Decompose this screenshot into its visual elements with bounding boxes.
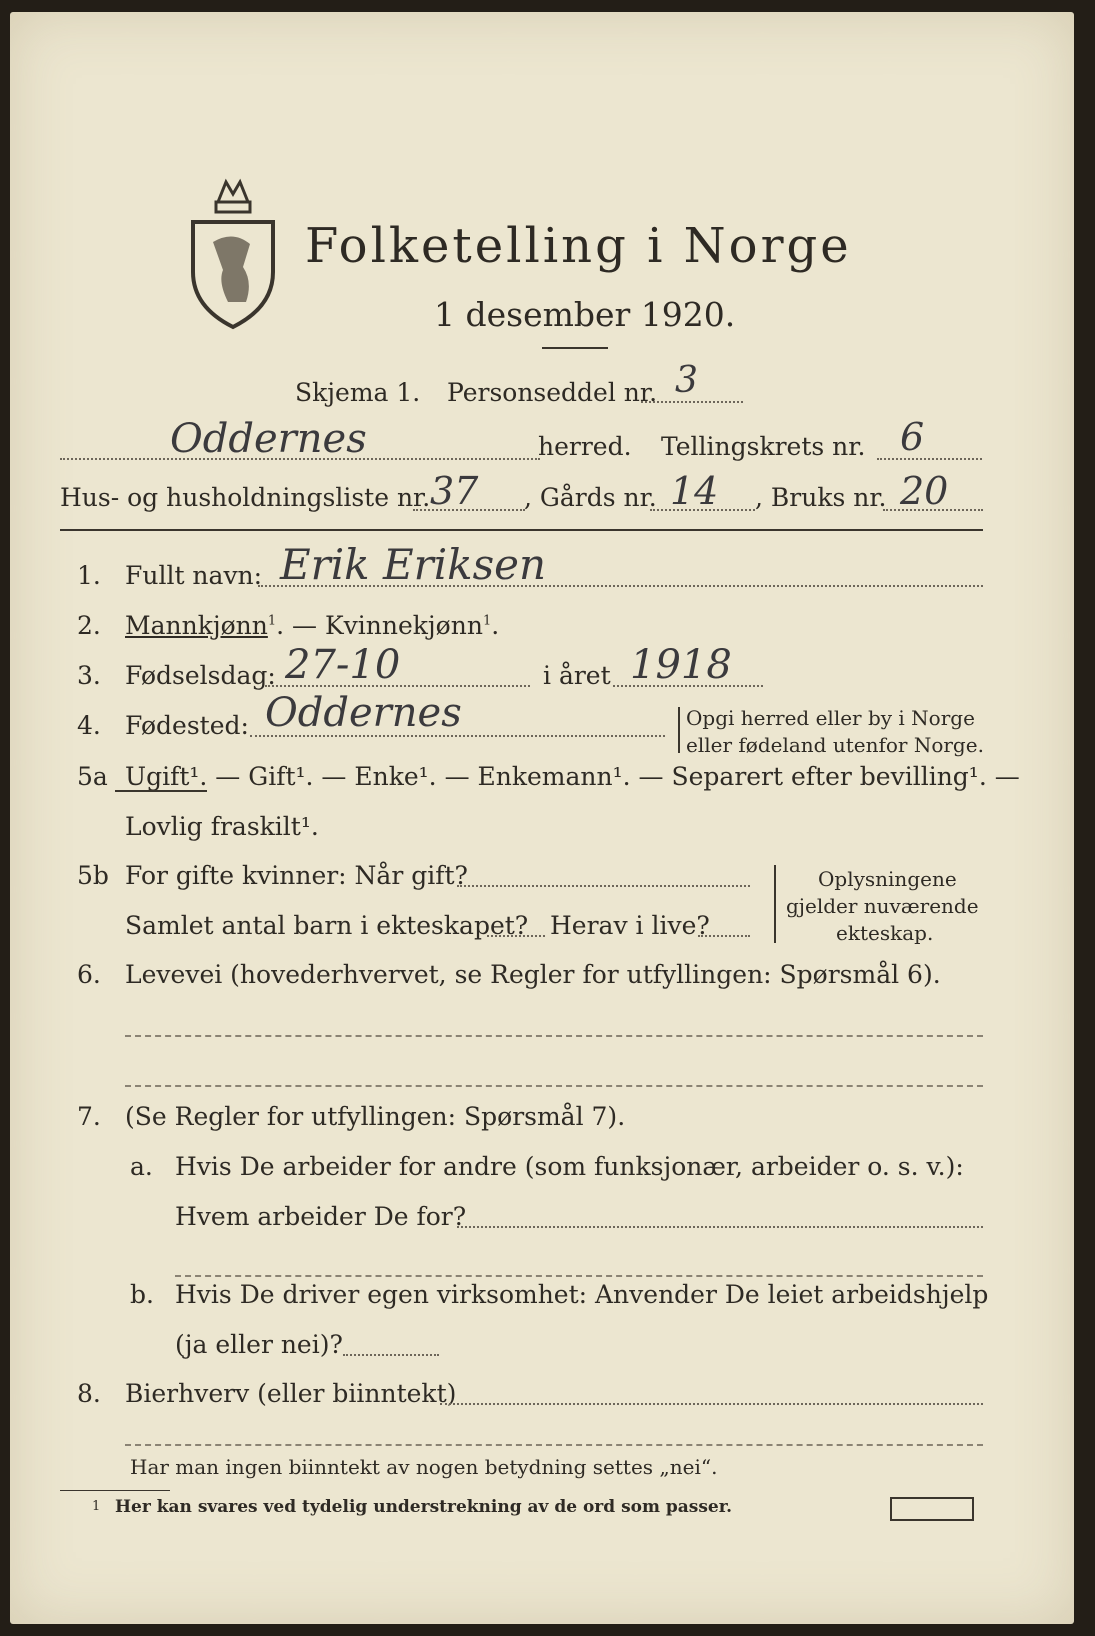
bruks-label: , Bruks nr. [755,483,887,512]
title-divider [542,347,608,349]
q5b-children-field [487,935,545,937]
q5b-alive-label: Herav i live? [550,911,710,940]
q2-separator: . — [276,611,325,640]
q7a-field [457,1226,983,1228]
q5b-alive-field [698,935,750,937]
herred-label: herred. [538,432,632,461]
q7b-line1: Hvis De driver egen virksomhet: Anvender De leiet arbeidshjelp [175,1280,989,1309]
q3-year-label: i året [543,661,611,690]
printer-stamp [890,1497,974,1521]
q4-value: Oddernes [265,690,462,736]
footnote-mark: 1 [92,1499,101,1514]
q3-year-value: 1918 [630,642,732,688]
q1-label: Fullt navn: [125,561,263,590]
q3-value: 27-10 [285,642,401,688]
q8-answer-line [125,1444,983,1446]
personseddel-field [641,401,743,403]
q5b-note-brace [774,865,776,943]
q5a-options: Ugift¹. — Gift¹. — Enke¹. — Enkemann¹. — Separert efter bevilling¹. — [125,762,1020,791]
q1-number: 1. [77,561,101,590]
q4-label: Fødested: [125,711,249,740]
q5a-options-line2: Lovlig fraskilt¹. [125,812,319,841]
q4-number: 4. [77,711,101,740]
footnote-rule [60,1490,170,1491]
q7a-answer-line [175,1275,983,1277]
q2-end: . [491,611,500,640]
tellingskrets-field [877,458,982,460]
q2-number: 2. [77,611,101,640]
gards-value: 14 [670,469,719,513]
q5b-line1: For gifte kvinner: Når gift? [125,861,468,890]
q5b-note-line2: gjelder nuværende [786,894,979,918]
q7a-number: a. [130,1152,153,1181]
ugift-underline [115,790,207,792]
q8-number: 8. [77,1379,101,1408]
q5b-married-field [457,885,750,887]
q2-options [125,611,499,640]
q5b-note-line3: ekteskap. [836,921,934,945]
q7b-line2: (ja eller nei)? [175,1330,343,1359]
q6-number: 6. [77,960,101,989]
tellingskrets-value: 6 [900,415,925,459]
q7-number: 7. [77,1102,101,1131]
q5b-number: 5b [77,861,109,890]
q7-label: (Se Regler for utfyllingen: Spørsmål 7). [125,1102,626,1131]
municipality-value: Oddernes [170,416,367,462]
option-kvinnekjonn: Kvinnekjønn [324,611,483,640]
gards-label: , Gårds nr. [524,483,657,512]
census-form [10,12,1074,1624]
census-date: 1 desember 1920. [434,295,736,334]
q5b-children-label: Samlet antal barn i ekteskapet? [125,911,529,940]
q5a-number: 5a [77,762,108,791]
q7b-number: b. [130,1280,154,1309]
q3-number: 3. [77,661,101,690]
option-mannkjonn: Mannkjønn [125,611,268,640]
q7b-field [343,1354,439,1356]
q4-note-line2: eller fødeland utenfor Norge. [686,733,984,757]
header-rule [60,529,983,531]
q6-label: Levevei (hovederhvervet, se Regler for utfyllingen: Spørsmål 6). [125,960,941,989]
q8-note: Har man ingen biinntekt av nogen betydning settes „nei“. [130,1455,718,1479]
q8-field [440,1403,983,1405]
q2-sup-1: 1 [267,613,277,629]
page-title: Folketelling i Norge [305,218,852,274]
q6-answer-line1 [125,1035,983,1037]
q3-label: Fødselsdag: [125,661,276,690]
q8-label: Bierhverv (eller biinntekt) [125,1379,457,1408]
q7a-line2: Hvem arbeider De for? [175,1202,467,1231]
q4-note-brace [678,707,680,753]
q6-answer-line2 [125,1085,983,1087]
personseddel-value: 3 [675,360,698,401]
q4-note-line1: Opgi herred eller by i Norge [686,706,975,730]
personseddel-label: Personseddel nr. [447,378,658,407]
q2-sup-2: 1 [482,613,492,629]
tellingskrets-label: Tellingskrets nr. [661,432,866,461]
q1-value: Erik Eriksen [280,540,547,589]
bruks-value: 20 [900,469,949,513]
q7a-line1: Hvis De arbeider for andre (som funksjonær, arbeider o. s. v.): [175,1152,964,1181]
hus-label: Hus- og husholdningsliste nr. [60,483,431,512]
footnote-text: Her kan svares ved tydelig understrekning av de ord som passer. [115,1497,733,1517]
q5b-note-line1: Oplysningene [818,867,957,891]
coat-of-arms-icon [188,172,278,332]
hus-value: 37 [430,469,479,513]
skjema-label: Skjema 1. [295,378,421,407]
